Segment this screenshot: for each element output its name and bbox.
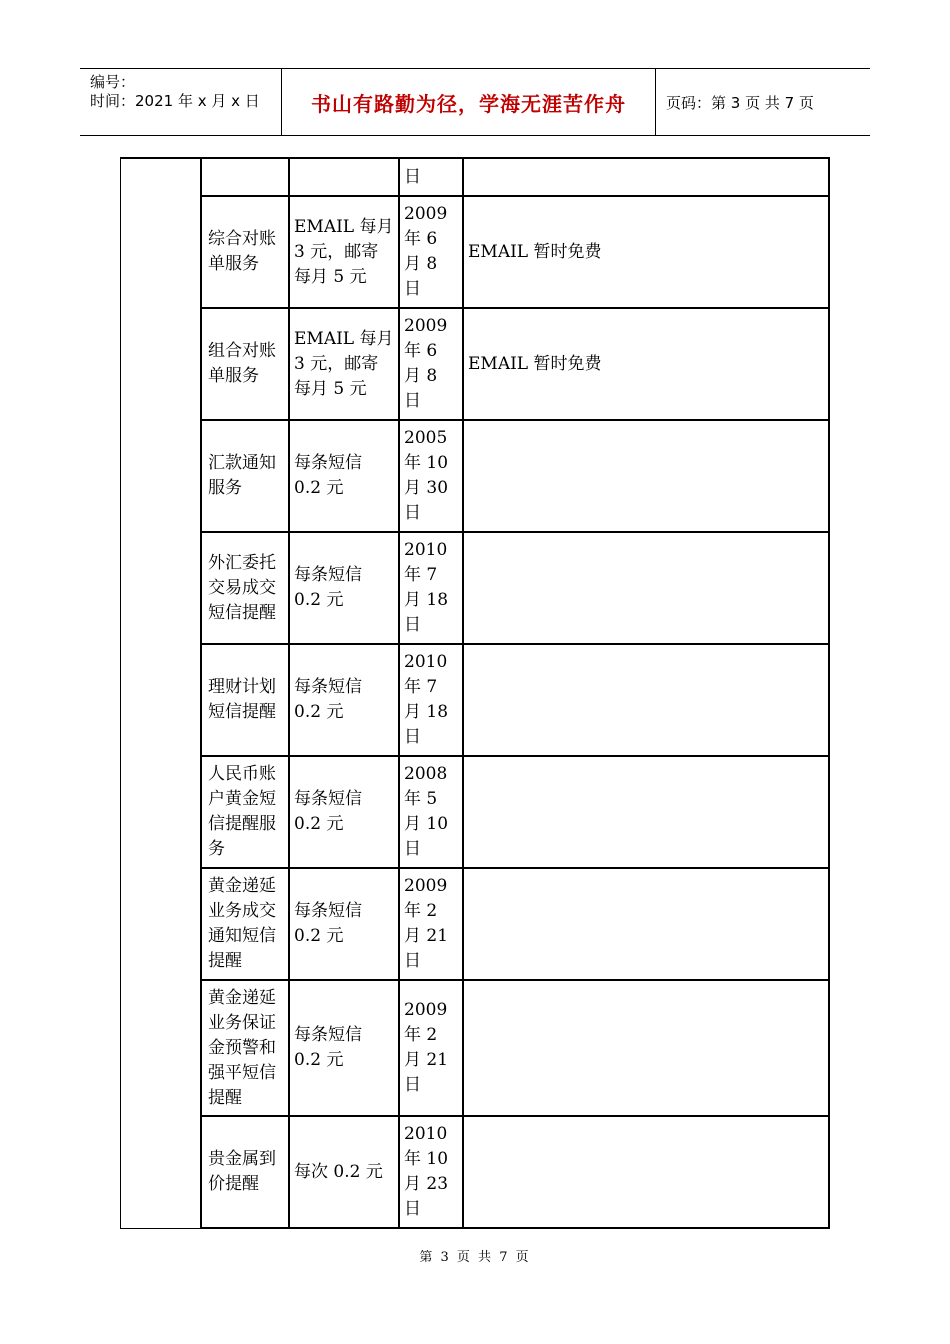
header-page-info: 页码：第 3 页 共 7 页 [666, 93, 814, 112]
service-name-cell [202, 157, 290, 197]
fee-cell: 每条短信 0.2 元 [290, 757, 400, 869]
fee-cell [290, 157, 400, 197]
note-cell [464, 1117, 830, 1229]
table-row [120, 533, 830, 645]
fee-cell: 每条短信 0.2 元 [290, 533, 400, 645]
start-date-cell: 2005 年 10 月 30 日 [400, 421, 464, 533]
fee-cell: 每条短信 0.2 元 [290, 869, 400, 981]
note-cell [464, 157, 830, 197]
table-row [120, 869, 830, 981]
table-row [120, 1117, 830, 1229]
note-cell [464, 421, 830, 533]
document-number-label: 编号： [90, 73, 136, 91]
service-name-cell: 外汇委托交易成交短信提醒 [202, 533, 290, 645]
start-date-cell: 2009 年 2 月 21 日 [400, 981, 464, 1117]
table-row [120, 421, 830, 533]
header-motto: 书山有路勤为径，学海无涯苦作舟 [282, 69, 656, 135]
service-name-cell: 人民币账户黄金短信提醒服务 [202, 757, 290, 869]
table-row [120, 645, 830, 757]
service-name-cell: 黄金递延业务保证金预警和强平短信提醒 [202, 981, 290, 1117]
service-name-cell: 理财计划短信提醒 [202, 645, 290, 757]
page-footer: 第 3 页 共 7 页 [419, 1250, 531, 1265]
service-name-cell: 综合对账单服务 [202, 197, 290, 309]
header-meta [80, 69, 282, 135]
service-name-cell: 组合对账单服务 [202, 309, 290, 421]
table-row [120, 309, 830, 421]
start-date-cell: 2010 年 7 月 18 日 [400, 533, 464, 645]
table-row [120, 981, 830, 1117]
note-cell [464, 533, 830, 645]
fee-cell: EMAIL 每月 3 元，邮寄每月 5 元 [290, 197, 400, 309]
note-cell: EMAIL 暂时免费 [464, 309, 830, 421]
fee-cell: 每条短信 0.2 元 [290, 645, 400, 757]
start-date-cell: 日 [400, 157, 464, 197]
start-date-cell: 2010 年 10 月 23 日 [400, 1117, 464, 1229]
note-cell [464, 869, 830, 981]
start-date-cell: 2010 年 7 月 18 日 [400, 645, 464, 757]
note-cell [464, 981, 830, 1117]
fee-cell: 每次 0.2 元 [290, 1117, 400, 1229]
service-name-cell: 黄金递延业务成交通知短信提醒 [202, 869, 290, 981]
start-date-cell: 2009 年 6 月 8 日 [400, 309, 464, 421]
table-row [120, 157, 830, 197]
service-name-cell: 汇款通知服务 [202, 421, 290, 533]
document-time: 时间：2021 年 x 月 x 日 [90, 92, 260, 110]
fee-cell: 每条短信 0.2 元 [290, 421, 400, 533]
note-cell: EMAIL 暂时免费 [464, 197, 830, 309]
service-name-cell: 贵金属到价提醒 [202, 1117, 290, 1229]
start-date-cell: 2008 年 5 月 10 日 [400, 757, 464, 869]
service-fee-table [120, 157, 830, 1229]
table-row [120, 757, 830, 869]
fee-cell: 每条短信 0.2 元 [290, 981, 400, 1117]
note-cell [464, 757, 830, 869]
service-fee-table-wrapper [120, 157, 830, 1229]
page-header [80, 68, 870, 136]
start-date-cell: 2009 年 6 月 8 日 [400, 197, 464, 309]
fee-cell: EMAIL 每月 3 元，邮寄每月 5 元 [290, 309, 400, 421]
start-date-cell: 2009 年 2 月 21 日 [400, 869, 464, 981]
table-row [120, 197, 830, 309]
category-cell [120, 157, 202, 1229]
note-cell [464, 645, 830, 757]
